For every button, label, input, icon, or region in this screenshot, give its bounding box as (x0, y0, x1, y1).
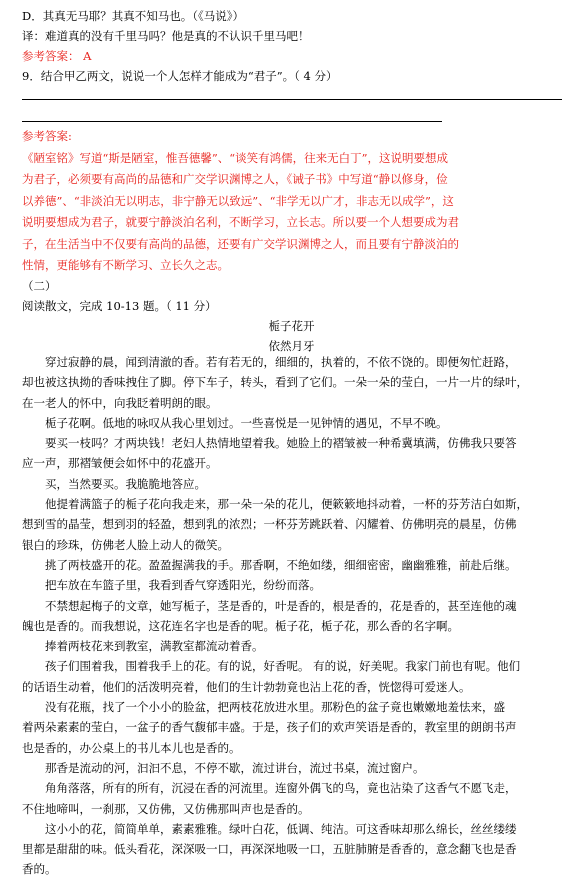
answer-line-text: 为君子，必须要有高尚的品德和广交学识渊博之人，《诫子书》中写道“静以修身，俭 (22, 172, 448, 186)
essay-paragraph: 不禁想起梅子的文章，她写栀子，茎是香的，叶是香的，根是香的，花是香的，甚至连他的魂 魄也是香的。而我想说，这花连名字也是香的呢。栀子花，栀子花，那么香的名字啊。 (22, 598, 517, 633)
option-d: D．其真无马耶？其真不知马也。（《马说》） (22, 9, 244, 23)
essay-paragraph: 孩子们围着我，围着我手上的花。有的说，好香呢。 有的说，好美呢。我家门前也有呢。他们 的话语生动着，他们的活泼明亮着，他们的生计勃勃竟也沾上花的香，恍惚得可爱迷人。 (22, 659, 521, 694)
section-instruction: 阅读散文，完成 10-13 题。（ 11 分） (22, 299, 217, 313)
question-8-block (22, 6, 561, 86)
answer-line (22, 99, 562, 100)
essay-paragraph: 那香是流动的河，汩汩不息，不停不歇，流过讲台，流过书桌，流过窗户。 (22, 760, 425, 775)
essay-paragraph: 没有花瓶，找了一个小小的脸盆，把两枝花放进水里。那粉色的盆子竟也嫩嫩地羞怯来，盛 着两朵素素的莹白，一盆子的香气馥郁丰盛。于是，孩子们的欢声笑语是香的，教室里的朗朗书声 也是香的，办公桌上的书儿本儿也是香的。 (22, 700, 517, 755)
essay-paragraph: 这小小的花，简简单单，素素雅雅。绿叶白花，低调、纯洁。可这香味却那么绵长，丝丝缕缕 里都是甜甜的味。低头看花，深深吸一口，再深深地吸一口，五脏肺腑是香香的，意念翻飞也是香 香的。 (22, 821, 517, 877)
essay-title: 栀子花开 (268, 319, 315, 333)
essay-paragraph: 把车放在车篮子里，我看到香气穿透阳光，纷纷而落。 (22, 578, 321, 593)
section-2-header (22, 276, 561, 356)
essay-paragraph: 角角落落，所有的所有，沉浸在香的河流里。连窗外偶飞的鸟，竟也沾染了这香气不愿飞走， 不住地啼叫，一刹那，又仿佛，又仿佛那叫声也是香的。 (22, 781, 517, 816)
essay-paragraph: 穿过寂静的晨，闻到清澈的香。若有若无的，细细的，执着的，不依不饶的。即便匆忙赶路， 却也被这执拗的香味拽住了脚。停下车子，转头，看到了它们。一朵一朵的莹白，一片一片的绿叶， 在一老人的怀中，向我眨着明朗的眼。 (22, 355, 528, 410)
q9-question: 9．结合甲乙两文，说说一个人怎样才能成为“君子”。（ 4 分） (22, 69, 338, 83)
essay-paragraph: 捧着两枝花来到教室，满教室都流动着香。 (22, 639, 264, 654)
answer-line-text: 子，在生活当中不仅要有高尚的品德，还要有广交学识渊博之人，而且要有宁静淡泊的 (22, 236, 459, 251)
essay-paragraph: 挑了两枝盛开的花。盈盈握满我的手。那香啊，不绝如缕，细细密密，幽幽雅雅，前赴后继。 (22, 557, 517, 572)
answer-line-text: 说明要想成为君子，就要宁静淡泊名利，不断学习，立长志。所以要一个人想要成为君 (22, 215, 459, 229)
answer-line-text: 性情，更能够有不断学习、立长久之志。 (22, 258, 229, 272)
answer-label: 参考答案: (22, 129, 72, 143)
essay-paragraph: 要买一枝吗？才两块钱！老妇人热情地望着我。她脸上的褶皱被一种希冀填满，仿佛我只要答 应一声，那褶皱便会如怀中的花盛开。 (22, 436, 517, 471)
essay-paragraph: 买，当然要买。我脆脆地答应。 (22, 476, 206, 491)
answer-line-text: 以养德”、“非淡泊无以明志，非宁静无以致远”、“非学无以广才，非志无以成学”，这 (22, 193, 454, 208)
answer-line (22, 121, 442, 122)
essay-author: 依然月牙 (268, 339, 315, 353)
essay-paragraph: 他提着满篮子的栀子花向我走来，那一朵一朵的花儿，便簌簌地抖动着，一杯的芬芳洁白如斯， 想到雪的晶莹，想到羽的轻盈，想到乳的浓烈；一杯芬芳跳跃着、闪耀着、仿佛明亮的晨星，仿佛 银白的珍珠，仿佛老人脸上动人的微笑。 (22, 497, 528, 552)
section-label: （二） (22, 279, 57, 293)
q8-answer: 参考答案： A (22, 49, 92, 63)
essay-body (22, 352, 561, 880)
essay-paragraph: 栀子花啊。低地的咏叹从我心里划过。一些喜悦是一见钟情的遇见，不早不晚。 (22, 415, 448, 430)
answer-line-text: 《陋室铭》写道“斯是陋室，惟吾德馨”、“谈笑有鸿儒，往来无白丁”，这说明要想成 (22, 150, 449, 165)
q9-reference-answer (22, 126, 561, 277)
option-d-translation: 译：难道真的没有千里马吗？他是真的不认识千里马吧！ (22, 29, 310, 43)
